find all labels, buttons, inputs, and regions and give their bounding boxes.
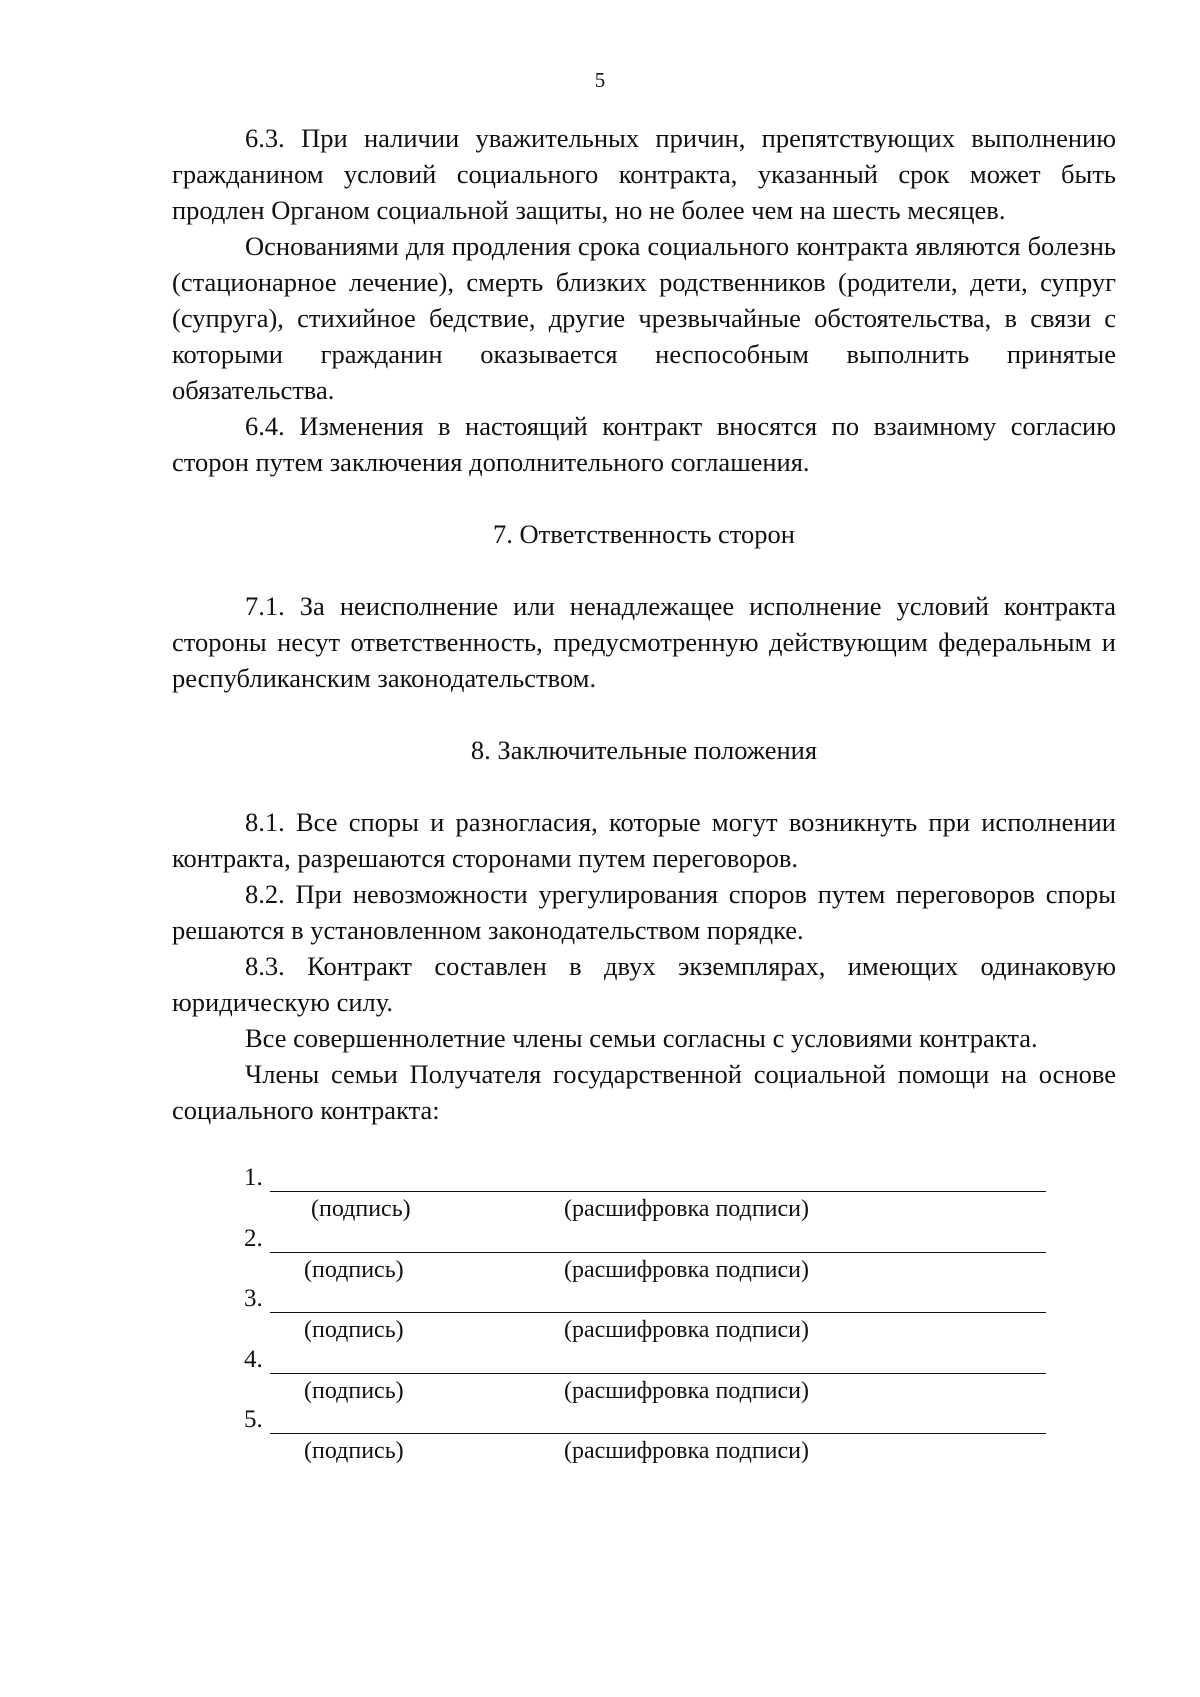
signature-row	[244, 1163, 1044, 1224]
signature-decoding-caption: (расшифровка подписи)	[564, 1377, 809, 1404]
signature-block	[244, 1163, 1044, 1466]
signature-line	[270, 1252, 1046, 1253]
section-heading-8: 8. Заключительные положения	[470, 735, 818, 765]
signature-number: 2.	[244, 1224, 263, 1252]
signature-row	[244, 1284, 1044, 1345]
document-body	[172, 120, 1116, 1128]
signature-number: 1.	[244, 1164, 263, 1191]
signature-number: 4.	[244, 1345, 263, 1373]
signature-line	[270, 1433, 1046, 1434]
paragraph-family-consent: Все совершеннолетние члены семьи согласны с условиями контракта.	[245, 1023, 1038, 1053]
paragraph-7-1: 7.1. За неисполнение или ненадлежащее исполнение условий контракта стороны несут ответственность, предусмотренную действующим федеральным и республиканским законодательством.	[172, 591, 1116, 693]
paragraph-extension-grounds: Основаниями для продления срока социального контракта являются болезнь (стационарное лечение), смерть близких родственников (родители, дети, супруг (супруга), стихийное бедствие, другие чрезвычайные обстоятельства, в связи с которыми гражданин оказывается неспособным выполнить принятые обязательства.	[172, 231, 1116, 405]
signature-row	[244, 1345, 1044, 1406]
signature-decoding-caption: (расшифровка подписи)	[564, 1317, 809, 1343]
signature-caption: (подпись)	[304, 1377, 404, 1404]
signature-caption: (подпись)	[304, 1256, 404, 1283]
signature-caption: (подпись)	[304, 1438, 404, 1464]
section-heading-7: 7. Ответственность сторон	[493, 519, 795, 549]
signature-number: 5.	[244, 1406, 263, 1433]
paragraph-family-members: Члены семьи Получателя государственной социальной помощи на основе социального контракта:	[172, 1059, 1116, 1125]
paragraph-6-3: 6.3. При наличии уважительных причин, препятствующих выполнению гражданином условий социального контракта, указанный срок может быть продлен Органом социальной защиты, но не более чем на шесть месяцев.	[172, 123, 1116, 225]
paragraph-8-3: 8.3. Контракт составлен в двух экземплярах, имеющих одинаковую юридическую силу.	[172, 951, 1116, 1017]
paragraph-6-4: 6.4. Изменения в настоящий контракт вносятся по взаимному согласию сторон путем заключения дополнительного соглашения.	[172, 411, 1116, 477]
signature-row	[244, 1405, 1044, 1466]
signature-line	[270, 1191, 1046, 1192]
page-number: 5	[594, 68, 606, 92]
signature-number: 3.	[244, 1285, 263, 1312]
signature-caption: (подпись)	[311, 1196, 411, 1222]
signature-line	[270, 1373, 1046, 1374]
signature-decoding-caption: (расшифровка подписи)	[564, 1196, 809, 1222]
signature-line	[270, 1312, 1046, 1313]
signature-decoding-caption: (расшифровка подписи)	[564, 1256, 809, 1283]
signature-row	[244, 1224, 1044, 1285]
signature-decoding-caption: (расшифровка подписи)	[564, 1438, 809, 1464]
paragraph-8-2: 8.2. При невозможности урегулирования споров путем переговоров споры решаются в установленном законодательством порядке.	[172, 879, 1116, 945]
signature-caption: (подпись)	[304, 1317, 404, 1343]
paragraph-8-1: 8.1. Все споры и разногласия, которые могут возникнуть при исполнении контракта, разрешаются сторонами путем переговоров.	[172, 807, 1116, 873]
